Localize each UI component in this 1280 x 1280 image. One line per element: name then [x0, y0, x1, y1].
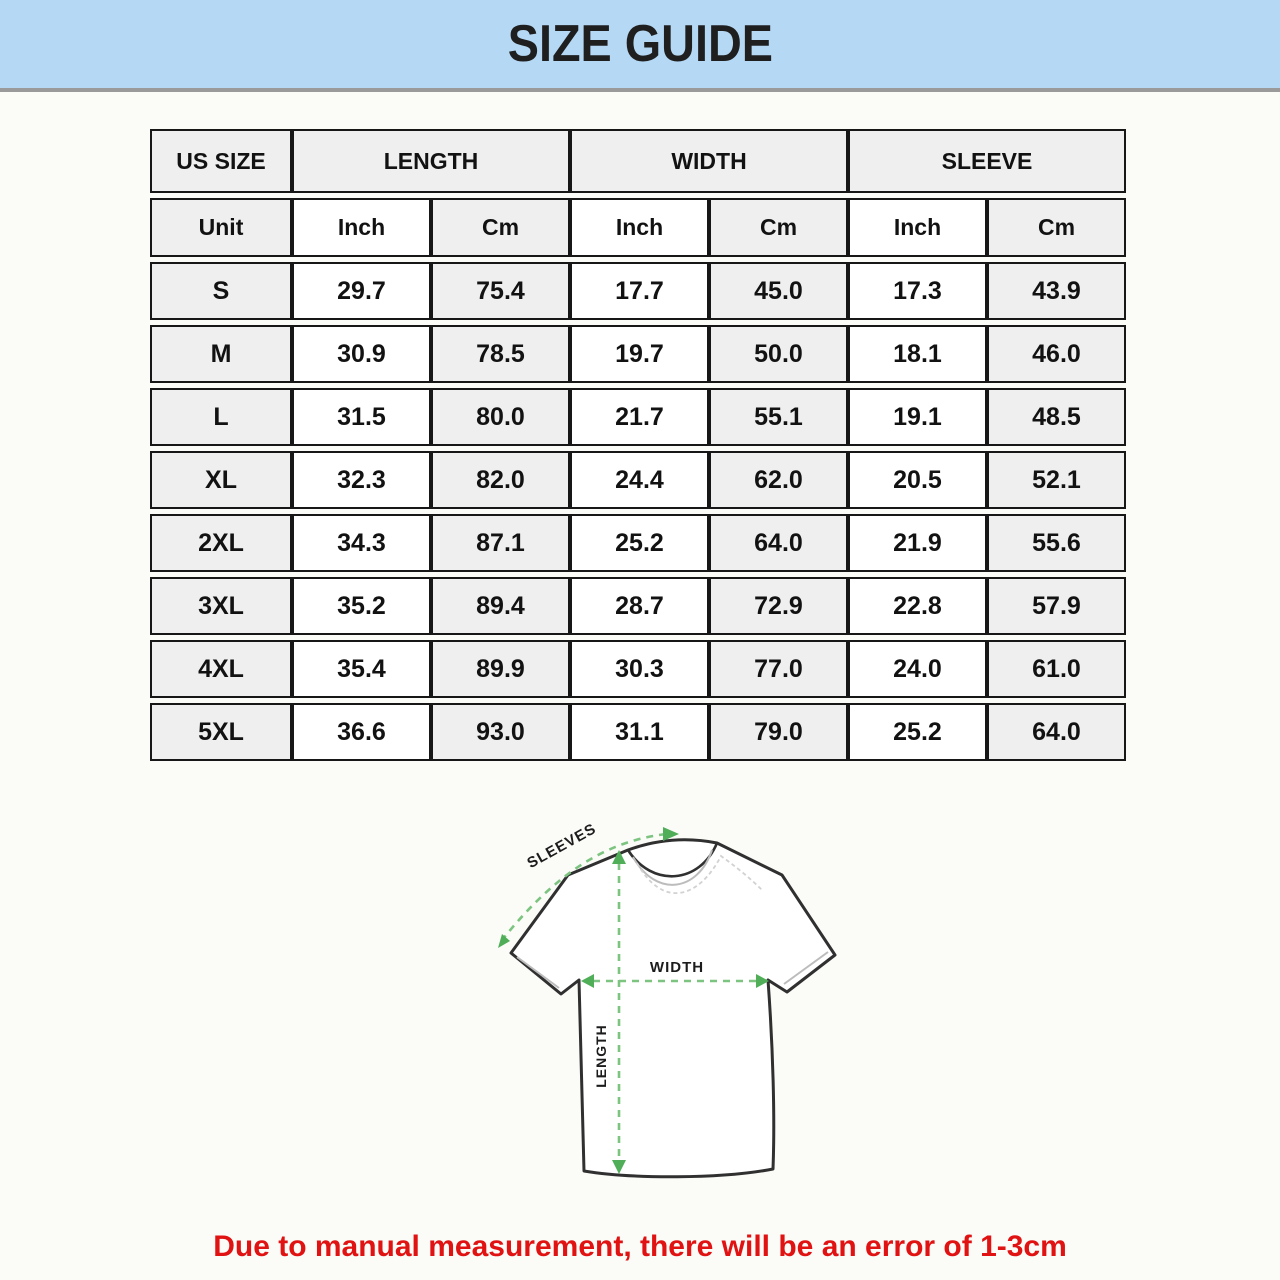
measurement-cell: 36.6 — [292, 703, 431, 761]
unit-length-cm: Cm — [431, 198, 570, 257]
measurement-cell: 72.9 — [709, 577, 848, 635]
size-cell: M — [150, 325, 292, 383]
column-header-width: WIDTH — [570, 129, 848, 193]
size-cell: 2XL — [150, 514, 292, 572]
measurement-cell: 87.1 — [431, 514, 570, 572]
table-row-3xl — [150, 577, 1126, 635]
measurement-cell: 34.3 — [292, 514, 431, 572]
measurement-cell: 30.9 — [292, 325, 431, 383]
measurement-cell: 19.1 — [848, 388, 987, 446]
sleeves-label: SLEEVES — [524, 820, 600, 872]
measurement-cell: 55.1 — [709, 388, 848, 446]
measurement-cell: 18.1 — [848, 325, 987, 383]
measurement-cell: 25.2 — [848, 703, 987, 761]
measurement-cell: 78.5 — [431, 325, 570, 383]
measurement-cell: 31.5 — [292, 388, 431, 446]
measurement-cell: 24.4 — [570, 451, 709, 509]
measurement-cell: 21.9 — [848, 514, 987, 572]
measurement-cell: 64.0 — [709, 514, 848, 572]
measurement-disclaimer: Due to manual measurement, there will be an error of 1-3cm — [213, 1230, 1067, 1263]
header-banner — [0, 0, 1280, 92]
column-header-sleeve: SLEEVE — [848, 129, 1126, 193]
table-row-5xl — [150, 703, 1126, 761]
size-cell: 4XL — [150, 640, 292, 698]
unit-width-inch: Inch — [570, 198, 709, 257]
measurement-cell: 82.0 — [431, 451, 570, 509]
measurement-cell: 61.0 — [987, 640, 1126, 698]
measurement-cell: 77.0 — [709, 640, 848, 698]
table-row-l — [150, 388, 1126, 446]
table-row-2xl — [150, 514, 1126, 572]
measurement-cell: 17.3 — [848, 262, 987, 320]
unit-header: Unit — [150, 198, 292, 257]
table-group-header-row — [150, 129, 1126, 193]
measurement-cell: 55.6 — [987, 514, 1126, 572]
table-row-4xl — [150, 640, 1126, 698]
measurement-cell: 28.7 — [570, 577, 709, 635]
measurement-cell: 35.2 — [292, 577, 431, 635]
measurement-cell: 79.0 — [709, 703, 848, 761]
measurement-cell: 75.4 — [431, 262, 570, 320]
unit-sleeve-inch: Inch — [848, 198, 987, 257]
measurement-cell: 89.9 — [431, 640, 570, 698]
table-row-xl — [150, 451, 1126, 509]
measurement-cell: 48.5 — [987, 388, 1126, 446]
size-table — [150, 124, 1126, 766]
measurement-cell: 32.3 — [292, 451, 431, 509]
table-row-s — [150, 262, 1126, 320]
measurement-cell: 20.5 — [848, 451, 987, 509]
measurement-cell: 25.2 — [570, 514, 709, 572]
measurement-cell: 21.7 — [570, 388, 709, 446]
measurement-cell: 29.7 — [292, 262, 431, 320]
tshirt-outline — [511, 840, 835, 1177]
measurement-cell: 93.0 — [431, 703, 570, 761]
measurement-cell: 19.7 — [570, 325, 709, 383]
measurement-cell: 24.0 — [848, 640, 987, 698]
size-cell: 3XL — [150, 577, 292, 635]
measurement-cell: 17.7 — [570, 262, 709, 320]
width-label: WIDTH — [649, 959, 705, 976]
unit-width-cm: Cm — [709, 198, 848, 257]
measurement-cell: 45.0 — [709, 262, 848, 320]
sleeves-arrowhead-left — [498, 934, 510, 948]
measurement-cell: 50.0 — [709, 325, 848, 383]
measurement-cell: 57.9 — [987, 577, 1126, 635]
measurement-cell: 35.4 — [292, 640, 431, 698]
unit-length-inch: Inch — [292, 198, 431, 257]
size-cell: L — [150, 388, 292, 446]
measurement-cell: 46.0 — [987, 325, 1126, 383]
measurement-cell: 43.9 — [987, 262, 1126, 320]
table-row-m — [150, 325, 1126, 383]
measurement-cell: 22.8 — [848, 577, 987, 635]
size-cell: S — [150, 262, 292, 320]
tshirt-diagram — [460, 808, 880, 1213]
measurement-cell: 89.4 — [431, 577, 570, 635]
length-label: LENGTH — [593, 1024, 609, 1088]
measurement-cell: 80.0 — [431, 388, 570, 446]
size-cell: XL — [150, 451, 292, 509]
table-unit-row — [150, 198, 1126, 257]
unit-sleeve-cm: Cm — [987, 198, 1126, 257]
measurement-cell: 62.0 — [709, 451, 848, 509]
measurement-cell: 64.0 — [987, 703, 1126, 761]
measurement-cell: 31.1 — [570, 703, 709, 761]
measurement-cell: 30.3 — [570, 640, 709, 698]
measurement-cell: 52.1 — [987, 451, 1126, 509]
column-header-us-size: US SIZE — [150, 129, 292, 193]
column-header-length: LENGTH — [292, 129, 570, 193]
page-title: SIZE GUIDE — [507, 15, 773, 73]
size-cell: 5XL — [150, 703, 292, 761]
